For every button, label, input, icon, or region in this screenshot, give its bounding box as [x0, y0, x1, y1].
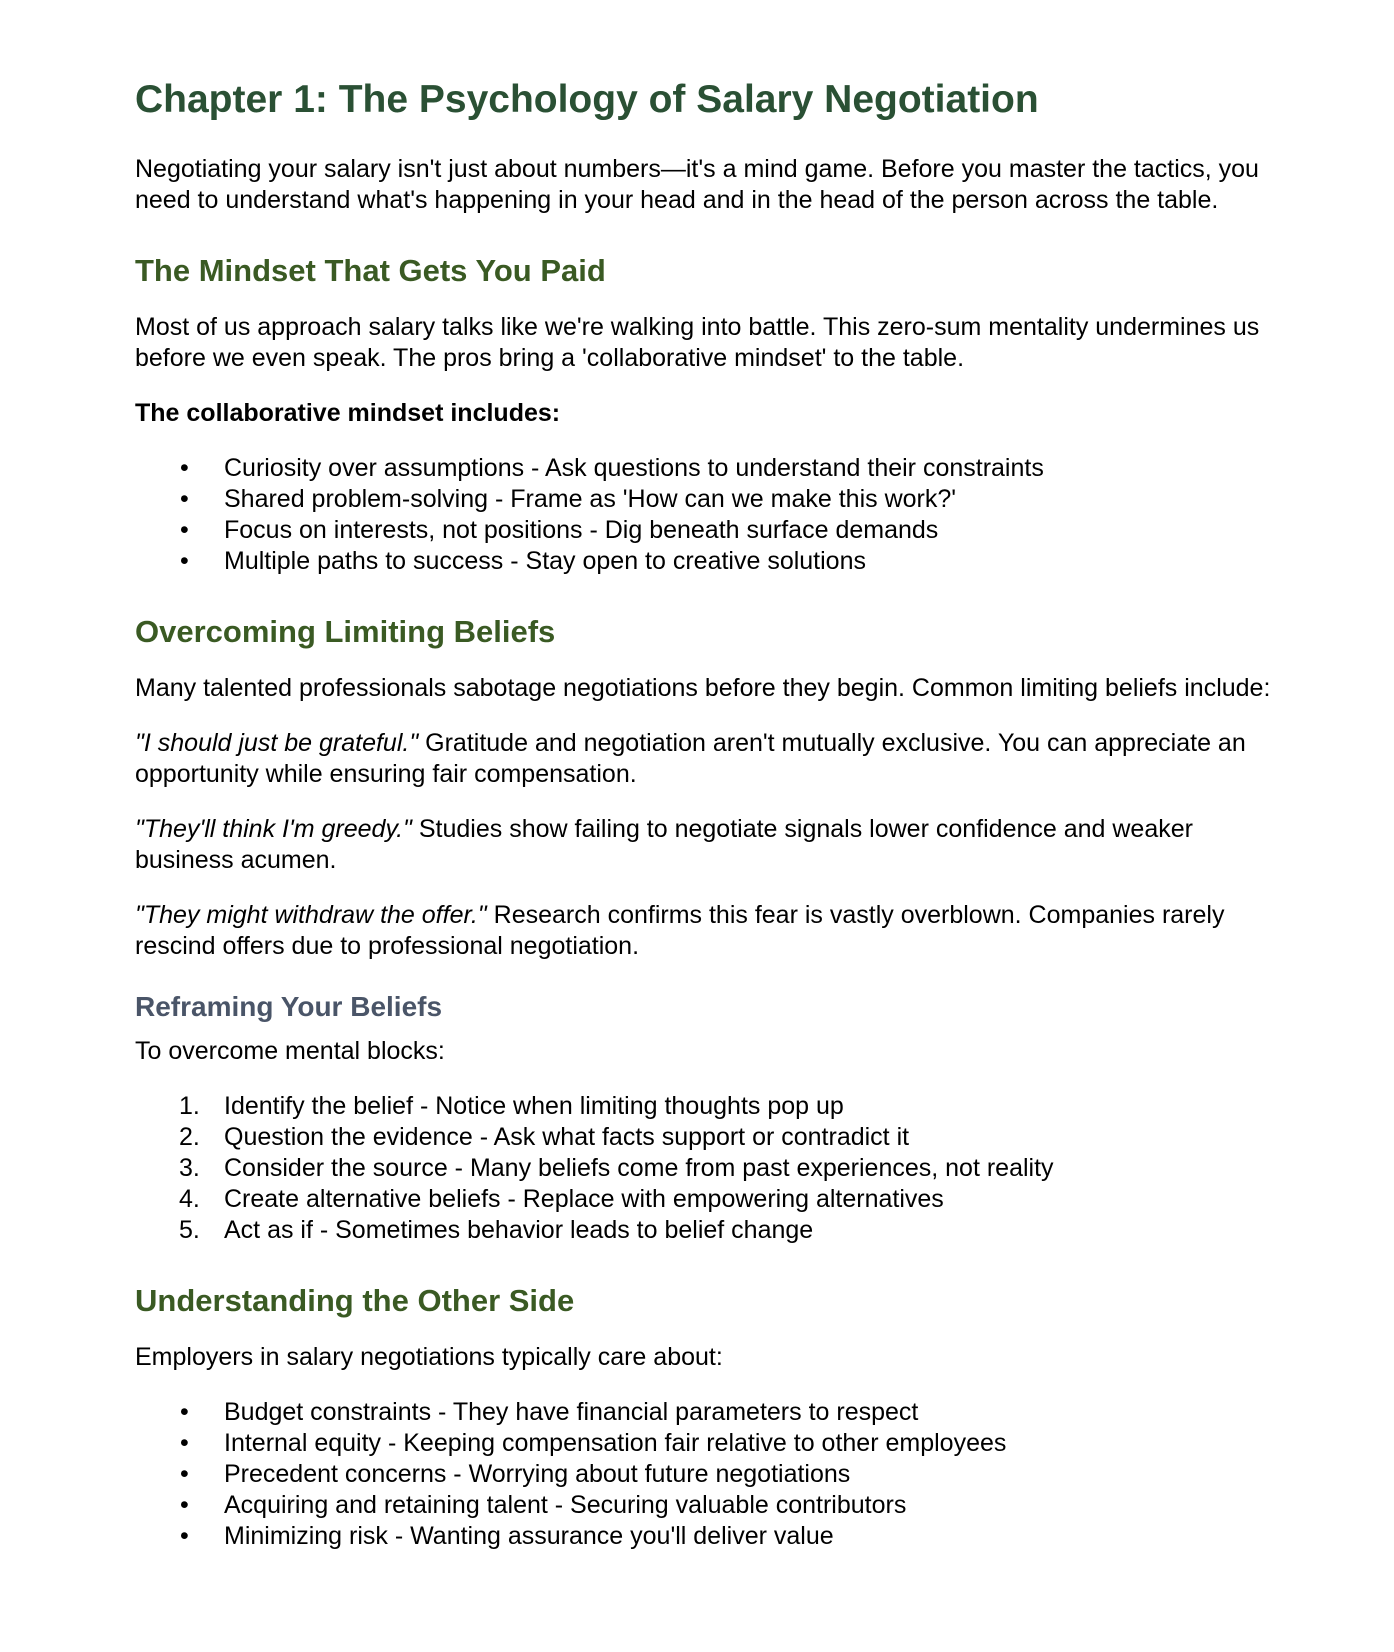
- employer-concerns-list: [135, 1397, 1294, 1552]
- bullet-icon: •: [180, 454, 189, 482]
- list-item: 4. Create alternative beliefs - Replace with empowering alternatives: [179, 1185, 944, 1213]
- bullet-icon: •: [180, 547, 189, 575]
- limiting-beliefs-paragraph: Many talented professionals sabotage negotiations before they begin. Common limiting beliefs include:: [135, 674, 1271, 702]
- list-item: • Internal equity - Keeping compensation fair relative to other employees: [180, 1429, 1007, 1457]
- list-item: • Multiple paths to success - Stay open to creative solutions: [180, 547, 866, 575]
- bullet-icon: •: [180, 516, 189, 544]
- list-item: 2. Question the evidence - Ask what facts support or contradict it: [179, 1123, 910, 1151]
- list-item: 1. Identify the belief - Notice when limiting thoughts pop up: [179, 1092, 844, 1120]
- list-item: • Focus on interests, not positions - Dig beneath surface demands: [180, 516, 939, 544]
- belief-quote: "I should just be grateful.": [135, 729, 419, 757]
- list-item: 5. Act as if - Sometimes behavior leads to belief change: [179, 1216, 814, 1244]
- list-item: • Budget constraints - They have financial parameters to respect: [180, 1398, 919, 1426]
- subsection-heading-reframing: Reframing Your Beliefs: [135, 991, 443, 1022]
- chapter-title: Chapter 1: The Psychology of Salary Negotiation: [135, 78, 1039, 121]
- reframing-paragraph: To overcome mental blocks:: [135, 1037, 445, 1065]
- bullet-icon: •: [180, 1491, 189, 1519]
- bullet-icon: •: [180, 485, 189, 513]
- reframing-steps-list: [135, 1091, 1294, 1246]
- list-number: 3.: [179, 1154, 200, 1182]
- belief-quote: "They'll think I'm greedy.": [135, 815, 412, 843]
- list-number: 4.: [179, 1185, 200, 1213]
- bullet-icon: •: [180, 1460, 189, 1488]
- belief-quote: "They might withdraw the offer.": [135, 901, 487, 929]
- section-heading-other-side: Understanding the Other Side: [135, 1283, 575, 1318]
- list-number: 2.: [179, 1123, 200, 1151]
- mindset-paragraph: Most of us approach salary talks like we're walking into battle. This zero-sum mentality undermines us before we even speak. The pros bring a 'collaborative mindset' to the table.: [135, 313, 1260, 372]
- belief-paragraph: "They might withdraw the offer." Research confirms this fear is vastly overblown. Companies rarely rescind offers due to professional negotiation.: [135, 901, 1225, 960]
- belief-paragraph: "I should just be grateful." Gratitude and negotiation aren't mutually exclusive. You can appreciate an opportunity while ensuring fair compensation.: [135, 729, 1246, 788]
- section-heading-mindset: The Mindset That Gets You Paid: [135, 253, 606, 288]
- intro-paragraph: Negotiating your salary isn't just about numbers—it's a mind game. Before you master the tactics, you need to understand what's happening in your head and in the head of the person across the table.: [135, 155, 1259, 214]
- list-item: • Curiosity over assumptions - Ask questions to understand their constraints: [180, 454, 1044, 482]
- section-heading-limiting-beliefs: Overcoming Limiting Beliefs: [135, 614, 556, 649]
- other-side-paragraph: Employers in salary negotiations typically care about:: [135, 1343, 723, 1371]
- list-item: • Shared problem-solving - Frame as 'How can we make this work?': [180, 485, 957, 513]
- belief-paragraph: "They'll think I'm greedy." Studies show failing to negotiate signals lower confidence and weaker business acumen.: [135, 815, 1193, 874]
- list-number: 5.: [179, 1216, 200, 1244]
- bullet-icon: •: [180, 1522, 189, 1550]
- bullet-icon: •: [180, 1429, 189, 1457]
- list-item: • Acquiring and retaining talent - Securing valuable contributors: [180, 1491, 907, 1519]
- bullet-icon: •: [180, 1398, 189, 1426]
- collaborative-mindset-list: [135, 453, 1294, 577]
- list-number: 1.: [179, 1092, 200, 1120]
- collaborative-list-label: The collaborative mindset includes:: [135, 399, 561, 427]
- list-item: 3. Consider the source - Many beliefs come from past experiences, not reality: [179, 1154, 1054, 1182]
- list-item: • Precedent concerns - Worrying about future negotiations: [180, 1460, 851, 1488]
- list-item: • Minimizing risk - Wanting assurance you'll deliver value: [180, 1522, 834, 1550]
